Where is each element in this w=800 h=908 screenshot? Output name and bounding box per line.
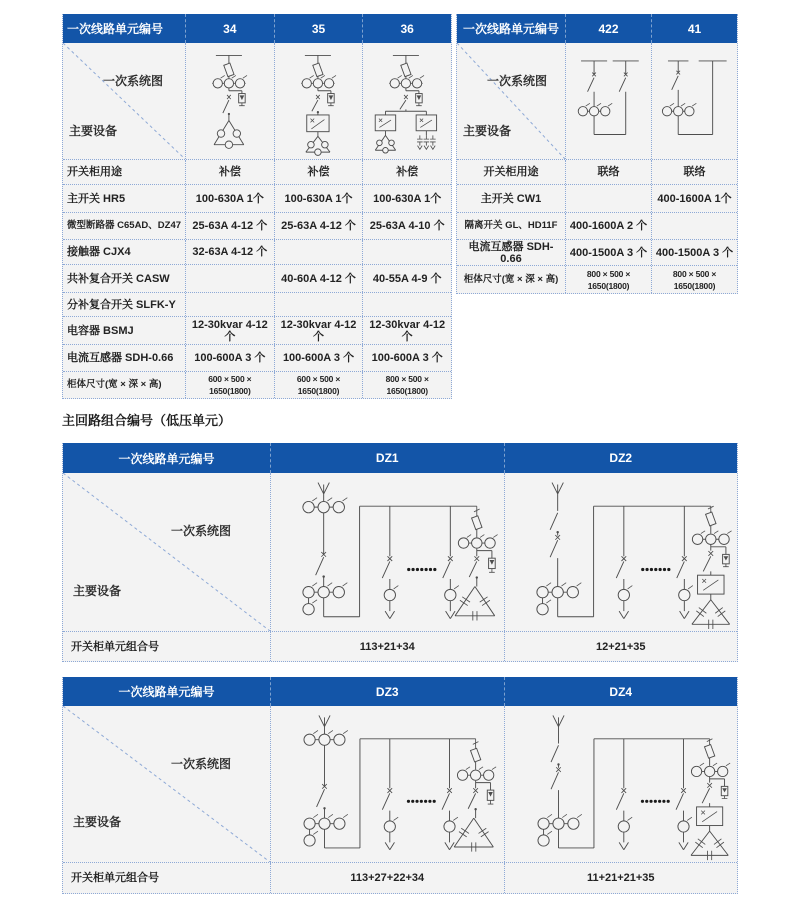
row-label: 电流互感器 SDH-0.66 (63, 345, 186, 371)
table-cell: 400-1600A 1个 (657, 192, 732, 205)
single-line-diagram-41 (654, 45, 735, 157)
diagram-label-bottom: 主要设备 (69, 124, 118, 138)
row-label: 柜体尺寸(宽 × 深 × 高) (457, 266, 566, 293)
diagram-label-top: 一次系统图 (171, 524, 232, 538)
diagram-label-top: 一次系统图 (103, 74, 164, 88)
table-cell: 补偿 (275, 160, 364, 184)
table-cell: 12-30kvar 4-12 个 (369, 318, 446, 343)
diagram-label-cell (63, 706, 271, 862)
single-line-diagram-dz1 (273, 475, 501, 630)
table-cell: 400-1600A 2 个 (566, 213, 652, 239)
table-cell: 联络 (566, 160, 652, 184)
header-col-41: 41 (687, 21, 702, 36)
table-cell (652, 213, 737, 239)
upper-right-table (456, 14, 738, 294)
row-label: 隔离开关 GL、HD11F (457, 213, 566, 239)
table-cell: 800 × 500 × 1650(1800) (566, 266, 652, 293)
table-cell: 40-55A 4-9 个 (372, 272, 442, 285)
diagram-label-cell (63, 43, 186, 159)
row-label: 开关柜用途 (457, 160, 566, 184)
table-cell: 联络 (683, 166, 706, 178)
header-col-36: 36 (400, 21, 414, 36)
table-cell (186, 293, 275, 316)
table-cell: 100-600A 3 个 (371, 352, 443, 364)
diagram-label-bottom: 主要设备 (463, 124, 512, 138)
single-line-diagram-35 (277, 45, 361, 157)
table-cell: 400-1500A 3 个 (566, 240, 652, 265)
row-label: 开关柜用途 (63, 160, 186, 184)
header-col-dz1: DZ1 (271, 443, 505, 473)
table-cell: 25-63A 4-10 个 (369, 220, 445, 232)
table-cell: 补偿 (186, 160, 275, 184)
table-cell (363, 293, 451, 316)
table-cell (566, 185, 652, 212)
table-header-row (63, 14, 451, 43)
single-line-diagram-36 (365, 45, 449, 157)
table-cell: 600 × 500 × 1650(1800) (186, 372, 275, 398)
table-cell: 100-600A 3 个 (275, 345, 364, 371)
header-col-34: 34 (186, 14, 275, 43)
header-col-35: 35 (275, 14, 364, 43)
table-cell: 800 × 500 × 1650(1800) (385, 374, 429, 396)
row-label: 电容器 BSMJ (63, 317, 186, 344)
single-line-diagram-dz3 (273, 708, 501, 861)
row-label: 分补复合开关 SLFK-Y (63, 293, 186, 316)
diagonal-divider (63, 473, 270, 631)
row-label: 开关柜单元组合号 (63, 863, 271, 893)
table-cell: 25-63A 4-12 个 (275, 213, 364, 239)
table-cell: 40-60A 4-12 个 (275, 265, 364, 292)
header-col-422: 422 (566, 14, 652, 43)
header-unit-number: 一次线路单元编号 (457, 14, 566, 43)
dz12-table (62, 443, 738, 662)
header-col-dz3: DZ3 (271, 677, 505, 706)
header-col-dz2: DZ2 (609, 451, 633, 465)
table-cell (275, 293, 364, 316)
row-label: 接触器 CJX4 (63, 240, 186, 264)
single-line-diagram-dz4 (507, 708, 735, 861)
table-cell: 100-630A 1个 (373, 192, 442, 205)
table-cell: 100-630A 1个 (186, 185, 275, 212)
diagram-label-top: 一次系统图 (487, 74, 548, 88)
row-label: 主开关 CW1 (457, 185, 566, 212)
table-cell: 100-630A 1个 (275, 185, 364, 212)
table-cell: 400-1500A 3 个 (655, 246, 734, 259)
row-label: 微型断路器 C65AD、DZ47 (63, 213, 186, 239)
diagonal-divider (63, 706, 270, 862)
table-header-row (63, 443, 737, 473)
table-cell: 补偿 (396, 166, 419, 178)
combination-number: 113+21+34 (271, 632, 505, 661)
combination-number: 113+27+22+34 (271, 863, 505, 893)
single-line-diagram-34 (188, 45, 272, 157)
row-label: 主开关 HR5 (63, 185, 186, 212)
header-col-dz4: DZ4 (609, 684, 633, 699)
upper-left-table (62, 14, 452, 399)
diagram-label-top: 一次系统图 (171, 757, 232, 771)
header-unit-number: 一次线路单元编号 (63, 677, 271, 706)
row-label: 电流互感器 SDH-0.66 (457, 240, 566, 265)
table-header-row (63, 677, 737, 706)
table-header-row (457, 14, 737, 43)
diagram-label-bottom: 主要设备 (73, 815, 122, 829)
row-label: 共补复合开关 CASW (63, 265, 186, 292)
row-label: 柜体尺寸(宽 × 深 × 高) (63, 372, 186, 398)
table-cell: 100-600A 3 个 (186, 345, 275, 371)
table-cell: 25-63A 4-12 个 (186, 213, 275, 239)
diagonal-divider (457, 43, 565, 159)
diagonal-divider (63, 43, 185, 159)
diagram-label-cell (457, 43, 566, 159)
table-cell: 32-63A 4-12 个 (186, 240, 275, 264)
combination-number: 12+21+35 (595, 640, 646, 653)
single-line-diagram-422 (568, 45, 649, 157)
header-unit-number: 一次线路单元编号 (63, 14, 186, 43)
section-title: 主回路组合编号（低压单元） (62, 413, 232, 428)
combination-number: 11+21+21+35 (586, 872, 655, 884)
table-cell: 12-30kvar 4-12 个 (275, 317, 364, 344)
single-line-diagram-dz2 (507, 475, 735, 630)
header-unit-number: 一次线路单元编号 (63, 443, 271, 473)
row-label: 开关柜单元组合号 (63, 632, 271, 661)
table-cell: 600 × 500 × 1650(1800) (275, 372, 364, 398)
diagram-label-bottom: 主要设备 (73, 584, 122, 598)
table-cell: 800 × 500 × 1650(1800) (672, 268, 717, 291)
diagram-label-cell (63, 473, 271, 631)
dz34-table (62, 677, 738, 894)
table-cell (363, 240, 451, 264)
table-cell (275, 240, 364, 264)
table-cell: 12-30kvar 4-12 个 (186, 317, 275, 344)
table-cell (186, 265, 275, 292)
